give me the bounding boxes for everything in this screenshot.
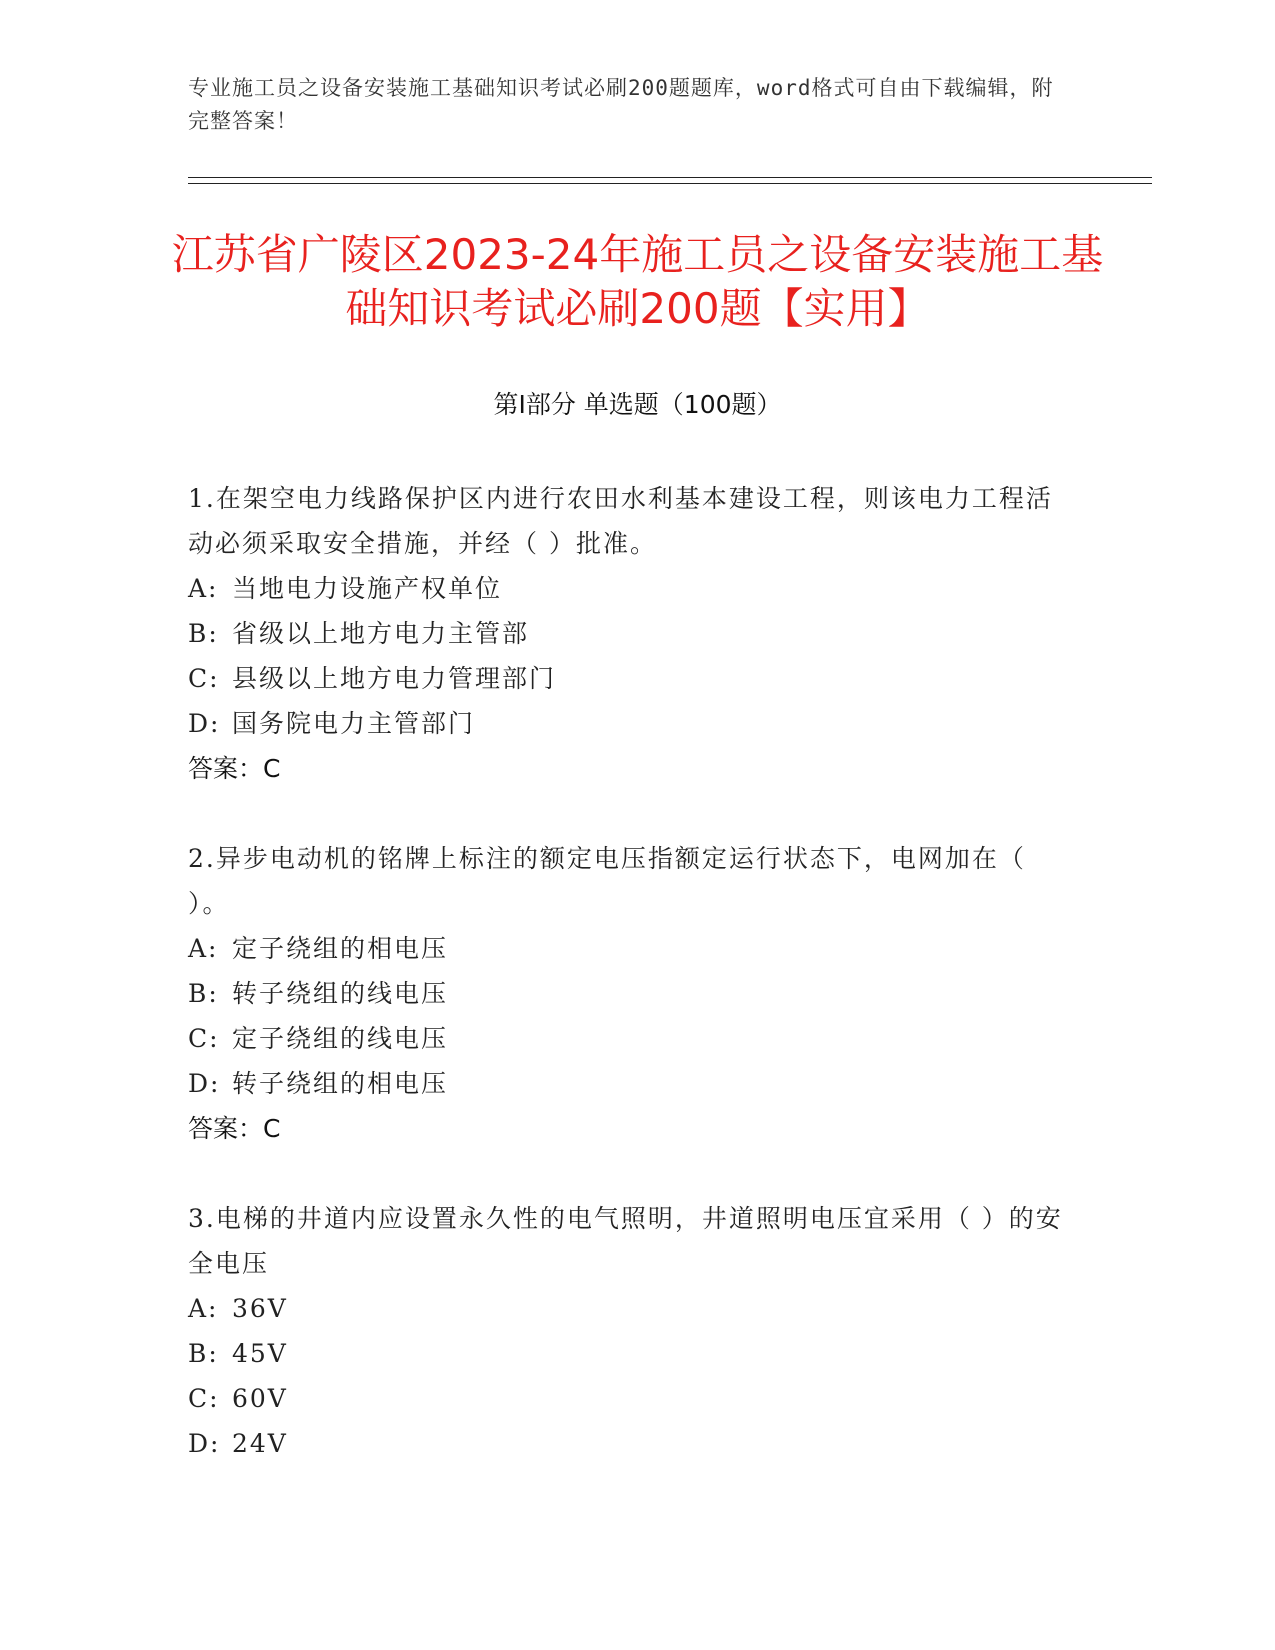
option-letter: A: (188, 934, 219, 963)
option-letter: D: (188, 1429, 221, 1458)
question-stem: 3.电梯的井道内应设置永久性的电气照明，井道照明电压宜采用（ ）的安全电压 (188, 1204, 1063, 1278)
option-letter: B: (188, 1339, 219, 1368)
option-letter: D: (188, 709, 221, 738)
option-d (188, 1421, 1068, 1466)
answer-line: 答案：C (188, 1114, 281, 1143)
question-1 (188, 476, 1068, 791)
header-note: 专业施工员之设备安装施工基础知识考试必刷200题题库，word格式可自由下载编辑，附完整答案！ (188, 76, 1054, 133)
option-letter: C: (188, 1384, 220, 1413)
option-letter: B: (188, 619, 219, 648)
option-a (188, 1286, 1068, 1331)
option-text: 45V (232, 1339, 288, 1368)
option-text: 转子绕组的线电压 (232, 979, 449, 1008)
question-list (188, 476, 1068, 1511)
option-d (188, 701, 1068, 746)
question-2 (188, 836, 1068, 1151)
option-c (188, 1016, 1068, 1061)
option-c (188, 656, 1068, 701)
option-text: 定子绕组的线电压 (232, 1024, 449, 1053)
option-text: 转子绕组的相电压 (232, 1069, 449, 1098)
option-letter: B: (188, 979, 219, 1008)
question-stem: 1.在架空电力线路保护区内进行农田水利基本建设工程，则该电力工程活动必须采取安全措施，并经（ ）批准。 (188, 484, 1053, 558)
section-title: 第I部分 单选题（100题） (493, 390, 782, 419)
option-text: 国务院电力主管部门 (232, 709, 476, 738)
option-text: 60V (232, 1384, 288, 1413)
option-text: 定子绕组的相电压 (232, 934, 449, 963)
option-letter: D: (188, 1069, 221, 1098)
header-divider-bottom (188, 183, 1152, 184)
header-divider-top (188, 177, 1152, 178)
option-text: 24V (232, 1429, 288, 1458)
option-a (188, 566, 1068, 611)
option-text: 省级以上地方电力主管部 (232, 619, 530, 648)
option-letter: A: (188, 574, 219, 603)
option-text: 县级以上地方电力管理部门 (232, 664, 557, 693)
answer-line: 答案：C (188, 754, 281, 783)
option-a (188, 926, 1068, 971)
option-b (188, 971, 1068, 1016)
option-c (188, 1376, 1068, 1421)
option-letter: C: (188, 664, 220, 693)
question-3 (188, 1196, 1068, 1466)
question-stem: 2.异步电动机的铭牌上标注的额定电压指额定运行状态下，电网加在（ ）。 (188, 844, 1026, 918)
option-d (188, 1061, 1068, 1106)
option-b (188, 1331, 1068, 1376)
option-text: 36V (232, 1294, 288, 1323)
option-text: 当地电力设施产权单位 (232, 574, 503, 603)
document-title: 江苏省广陵区2023-24年施工员之设备安装施工基础知识考试必刷200题【实用】 (171, 230, 1104, 333)
option-b (188, 611, 1068, 656)
option-letter: C: (188, 1024, 220, 1053)
option-letter: A: (188, 1294, 219, 1323)
